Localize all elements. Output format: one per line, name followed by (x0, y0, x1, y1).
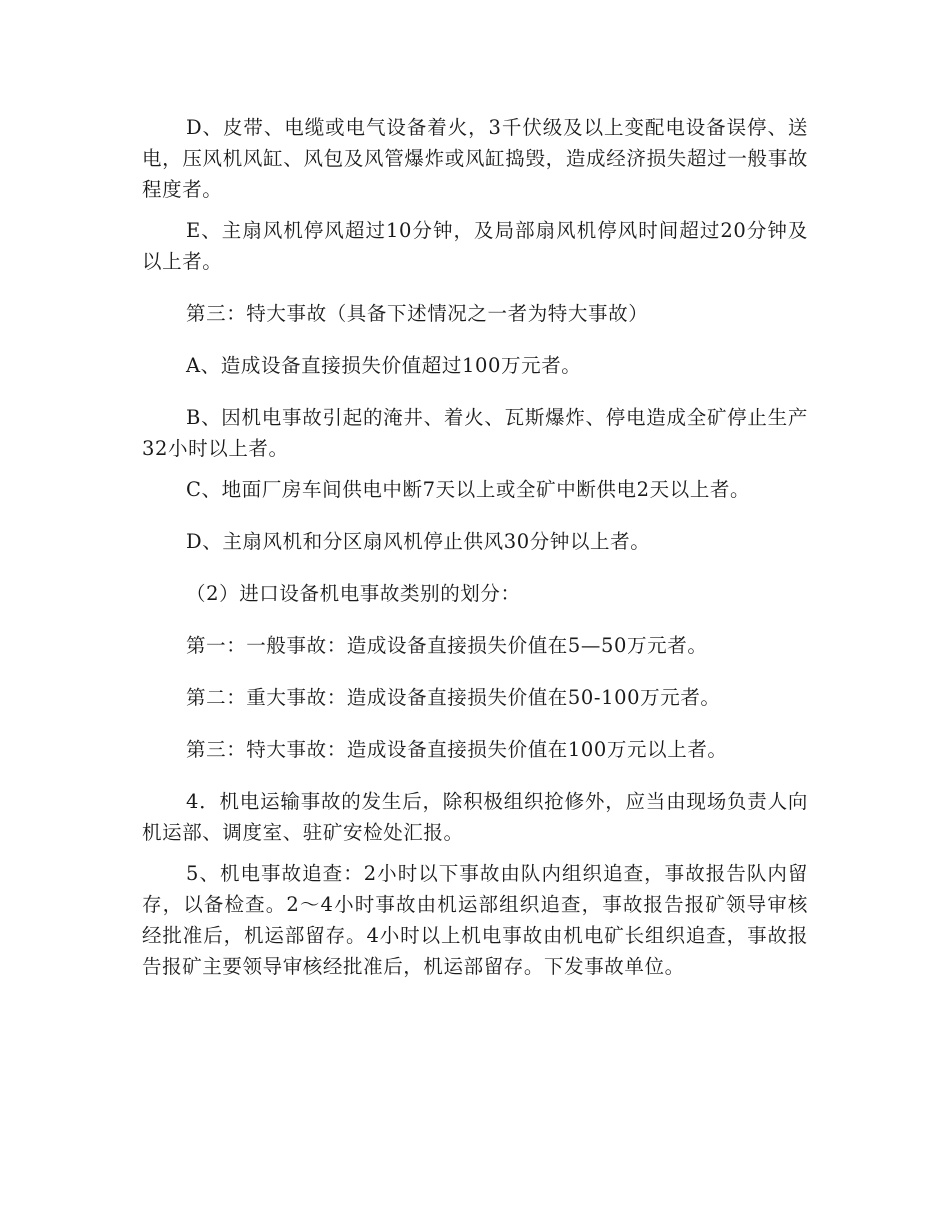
paragraph-power-interruption: C、地面厂房车间供电中断7天以上或全矿中断供电2天以上者。 (186, 478, 751, 501)
paragraph-major-loss: A、造成设备直接损失价值超过100万元者。 (186, 354, 582, 377)
paragraph-fan-stoppage: E、主扇风机停风超过10分钟，及局部扇风机停风时间超过20分钟及以上者。 (142, 219, 808, 273)
paragraph-ventilation-stop: D、主扇风机和分区扇风机停止供风30分钟以上者。 (186, 530, 651, 553)
paragraph-extraordinary-accident: 第三：特大事故：造成设备直接损失价值在100万元以上者。 (186, 738, 728, 761)
paragraph-imported-equipment-heading: （2）进口设备机电事故类别的划分： (186, 582, 521, 605)
paragraph-investigation: 5、机电事故追查：2小时以下事故由队内组织追查，事故报告队内留存，以备检查。2～4小时事故由机运部组织追查，事故报告报矿领导审核经批准后，机运部留存。4小时以上机电事故由机电矿长组织追查，事故报告报矿主要领导审核经批准后，机运部留存。下发事故单位。 (142, 862, 808, 978)
paragraph-reporting: 4．机电运输事故的发生后，除积极组织抢修外，应当由现场负责人向机运部、调度室、驻矿安检处汇报。 (142, 790, 808, 844)
paragraph-major-accident-heading: 第三：特大事故（具备下述情况之一者为特大事故） (186, 302, 649, 325)
paragraph-serious-accident: 第二：重大事故：造成设备直接损失价值在50-100万元者。 (186, 686, 721, 709)
document-body (142, 112, 808, 982)
paragraph-general-accident: 第一：一般事故：造成设备直接损失价值在5—50万元者。 (186, 634, 708, 657)
paragraph-mine-stoppage: B、因机电事故引起的淹井、着火、瓦斯爆炸、停电造成全矿停止生产32小时以上者。 (142, 406, 808, 460)
paragraph-equipment-fire: D、皮带、电缆或电气设备着火，3千伏级及以上变配电设备误停、送电，压风机风缸、风包及风管爆炸或风缸捣毁，造成经济损失超过一般事故程度者。 (142, 116, 808, 201)
